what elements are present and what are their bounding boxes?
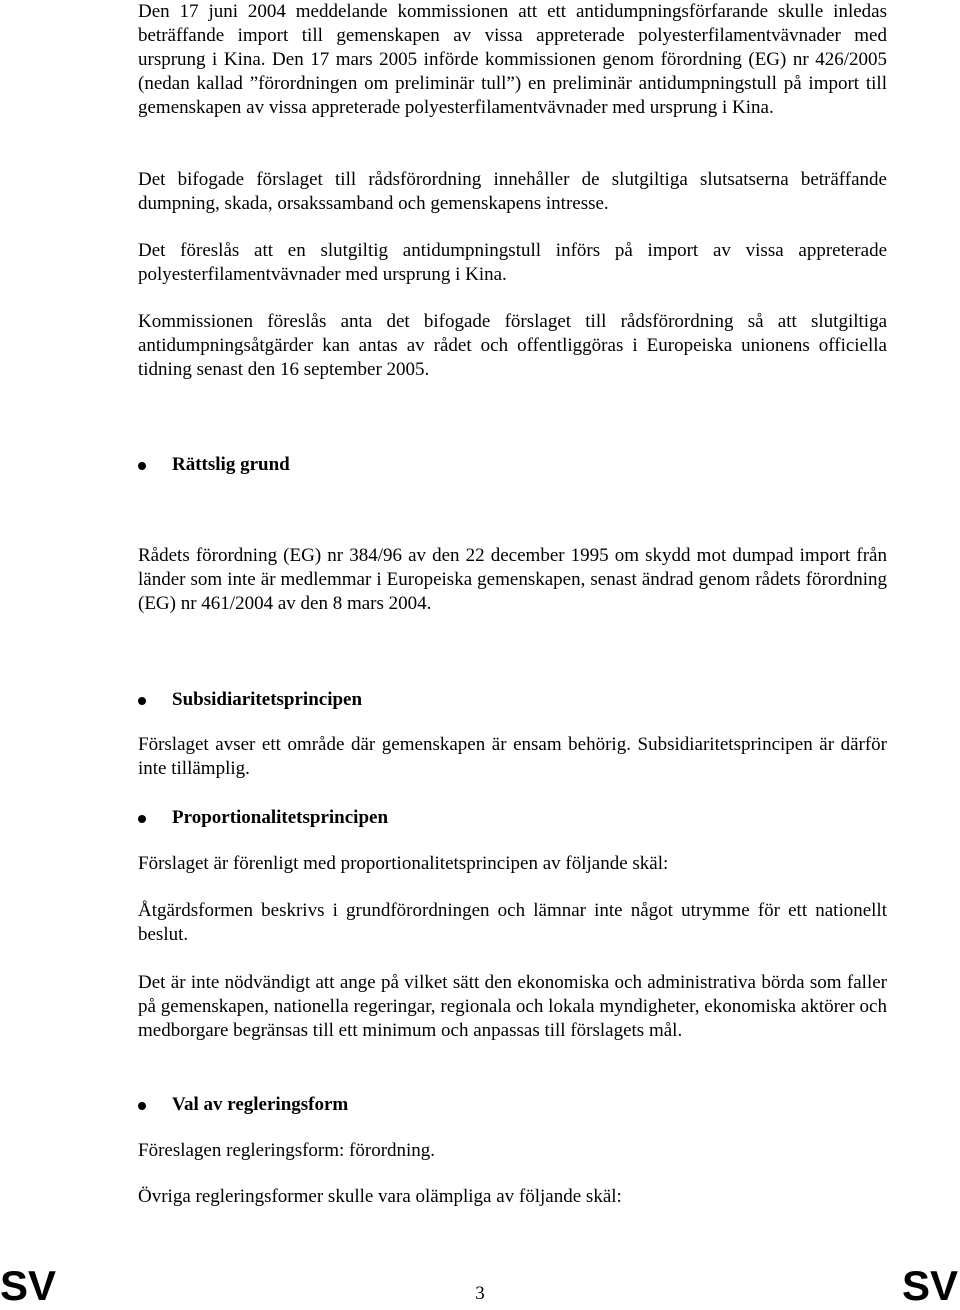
paragraph-subsidiarity: Förslaget avser ett område där gemenskapen är ensam behörig. Subsidiaritetsprincipen är därför inte tillämplig. [138,734,887,779]
heading-legal-basis-text: Rättslig grund [172,454,290,475]
paragraph-findings: Det bifogade förslaget till rådsförordning innehåller de slutgiltiga slutsatserna beträffande dumpning, skada, orsakssamband och gemenskapens intresse. [138,169,887,214]
paragraph-adoption: Kommissionen föreslås anta det bifogade förslaget till rådsförordning så att slutgiltiga antidumpningsåtgärder kan antas av rådet och offentliggöras i Europeiska unionens officiella tidning senast den 16 september 2005. [138,311,887,380]
footer-language-right: SV [901,1262,958,1309]
footer-page-number: 3 [475,1283,485,1304]
bullet-icon [138,697,146,705]
paragraph-proposed-instrument: Föreslagen regleringsform: förordning. [138,1140,436,1161]
paragraph-initiation: Den 17 juni 2004 meddelande kommissionen att ett antidumpningsförfarande skulle inledas beträffande import till gemenskapen av vissa appreterade polyesterfilamentvävnader med ursprung i Kina. Den 17 mars 2005 införde kommissionen genom förordning (EG) nr 426/2005 (nedan kallad ”förordningen om preliminär tull”) en preliminär antidumpningstull på import till gemenskapen av vissa appreterade polyesterfilamentvävnader med ursprung i Kina. [138,1,887,118]
footer-language-left: SV [0,1262,57,1309]
heading-subsidiarity-text: Subsidiaritetsprincipen [172,689,363,710]
paragraph-form-of-action: Åtgärdsformen beskrivs i grundförordningen och lämnar inte något utrymme för ett nationellt beslut. [138,900,887,945]
heading-instrument-text: Val av regleringsform [172,1094,349,1115]
bullet-icon [138,462,146,470]
bullet-icon [138,1102,146,1110]
paragraph-proportionality: Förslaget är förenligt med proportionalitetsprincipen av följande skäl: [138,853,669,874]
paragraph-legal-basis: Rådets förordning (EG) nr 384/96 av den 22 december 1995 om skydd mot dumpad import från länder som inte är medlemmar i Europeiska gemenskapen, senast ändrad genom rådets förordning (EG) nr 461/2004 av den 8 mars 2004. [138,545,887,614]
paragraph-other-instruments: Övriga regleringsformer skulle vara olämpliga av följande skäl: [138,1186,622,1207]
bullet-icon [138,815,146,823]
paragraph-burden: Det är inte nödvändigt att ange på vilket sätt den ekonomiska och administrativa börda som faller på gemenskapen, nationella regeringar, regionala och lokala myndigheter, ekonomiska aktörer och medborgare begränsas till ett minimum och anpassas till förslagets mål. [138,972,887,1041]
paragraph-definitive-duty: Det föreslås att en slutgiltig antidumpningstull införs på import av vissa appreterade polyesterfilamentvävnader med ursprung i Kina. [138,240,887,285]
heading-proportionality-text: Proportionalitetsprincipen [172,807,389,828]
